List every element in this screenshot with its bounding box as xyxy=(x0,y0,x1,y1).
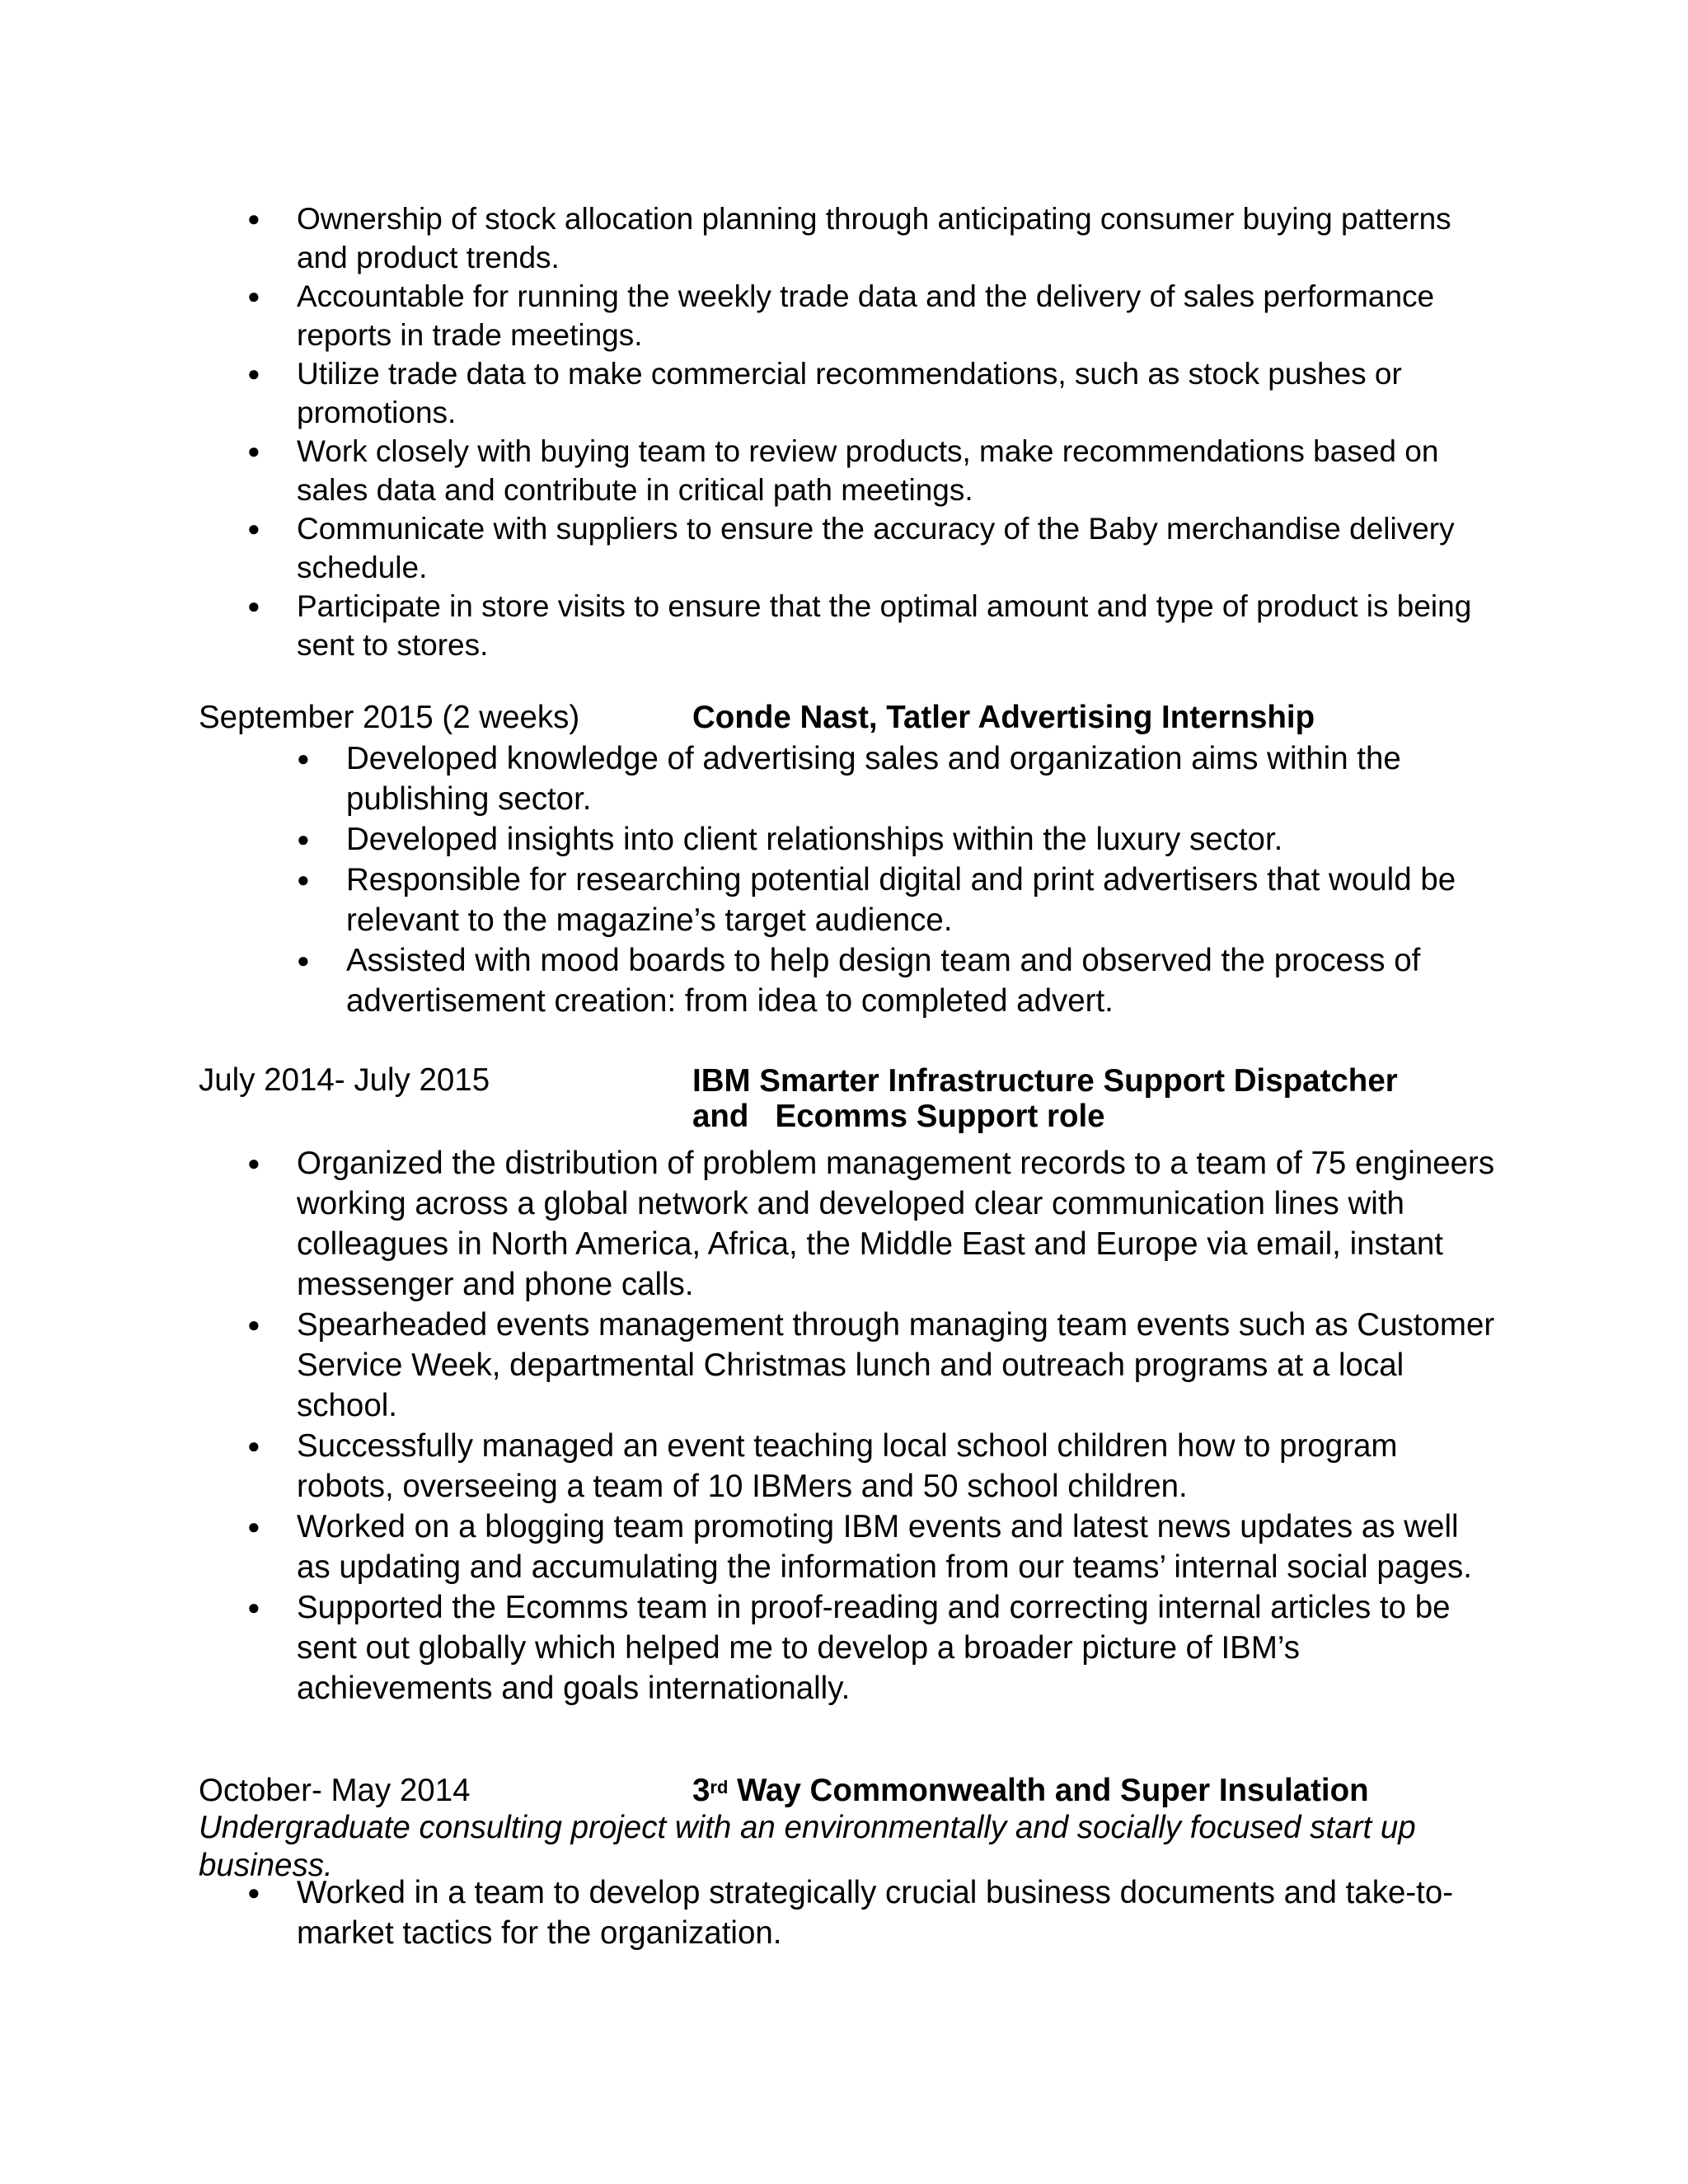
bullet-icon: ● xyxy=(247,1595,260,1619)
conde-nast-date: September 2015 (2 weeks) xyxy=(199,700,580,735)
list-item: ● Participate in store visits to ensure that the optimal amount and type of product is being sent to stores. xyxy=(247,587,1500,664)
bullet-icon: ● xyxy=(247,284,260,308)
list-item: ● Developed insights into client relationships within the luxury sector. xyxy=(297,819,1533,860)
bullet-icon: ● xyxy=(247,1151,260,1175)
ibm-role-line-1: IBM Smarter Infrastructure Support Dispatcher xyxy=(692,1063,1398,1099)
list-item: ● Supported the Ecomms team in proof-reading and correcting internal articles to be sent out globally which helped me to develop a broader picture of IBM’s achievements and goals internationally. xyxy=(247,1587,1500,1708)
ibm-role-title xyxy=(692,1063,1475,1134)
list-item: ● Ownership of stock allocation planning through anticipating consumer buying patterns and product trends. xyxy=(247,199,1500,277)
bullet-icon: ● xyxy=(247,361,260,386)
third-way-bullets xyxy=(247,1872,1500,1953)
list-item: ● Successfully managed an event teaching local school children how to program robots, overseeing a team of 10 IBMers and 50 school children. xyxy=(247,1426,1500,1507)
third-way-date: October- May 2014 xyxy=(199,1773,471,1808)
list-item: ● Utilize trade data to make commercial recommendations, such as stock pushes or promotions. xyxy=(247,354,1500,432)
list-item: ● Work closely with buying team to review products, make recommendations based on sales data and contribute in critical path meetings. xyxy=(247,432,1500,509)
bullet-icon: ● xyxy=(297,948,310,972)
list-item: ● Accountable for running the weekly trade data and the delivery of sales performance reports in trade meetings. xyxy=(247,277,1500,354)
third-way-role-title: 3rd Way Commonwealth and Super Insulation xyxy=(692,1773,1369,1808)
ibm-bullets xyxy=(247,1143,1500,1708)
list-item: ● Worked on a blogging team promoting IBM events and latest news updates as well as updating and accumulating the information from our teams’ internal social pages. xyxy=(247,1507,1500,1587)
previous-role-bullets xyxy=(247,199,1500,664)
ibm-role-line-2: and Ecomms Support role xyxy=(692,1099,1105,1134)
list-item: ● Worked in a team to develop strategically crucial business documents and take-to-market tactics for the organization. xyxy=(247,1872,1500,1953)
bullet-icon: ● xyxy=(247,1433,260,1458)
bullet-icon: ● xyxy=(247,1312,260,1337)
bullet-icon: ● xyxy=(247,206,260,231)
list-item: ● Developed knowledge of advertising sales and organization aims within the publishing sector. xyxy=(297,738,1533,819)
ibm-date: July 2014- July 2015 xyxy=(199,1062,490,1098)
list-item: ● Assisted with mood boards to help design team and observed the process of advertisement creation: from idea to completed advert. xyxy=(297,940,1533,1021)
bullet-icon: ● xyxy=(247,438,260,463)
bullet-icon: ● xyxy=(247,516,260,541)
third-way-description: Undergraduate consulting project with an environmentally and socially focused start up business. xyxy=(199,1810,1416,1883)
conde-nast-bullets xyxy=(297,738,1533,1021)
list-item: ● Spearheaded events management through managing team events such as Customer Service Week, departmental Christmas lunch and outreach programs at a local school. xyxy=(247,1305,1500,1426)
list-item: ● Responsible for researching potential digital and print advertisers that would be relevant to the magazine’s target audience. xyxy=(297,860,1533,940)
bullet-icon: ● xyxy=(247,593,260,618)
list-item: ● Organized the distribution of problem management records to a team of 75 engineers working across a global network and developed clear communication lines with colleagues in North America, Africa, the Middle East and Europe via email, instant messenger and phone calls. xyxy=(247,1143,1500,1305)
bullet-icon: ● xyxy=(247,1514,260,1539)
conde-nast-role-title: Conde Nast, Tatler Advertising Internship xyxy=(692,700,1315,735)
bullet-icon: ● xyxy=(297,827,310,851)
bullet-icon: ● xyxy=(247,1880,260,1905)
list-item: ● Communicate with suppliers to ensure the accuracy of the Baby merchandise delivery schedule. xyxy=(247,509,1500,587)
bullet-icon: ● xyxy=(297,867,310,892)
bullet-icon: ● xyxy=(297,746,310,771)
